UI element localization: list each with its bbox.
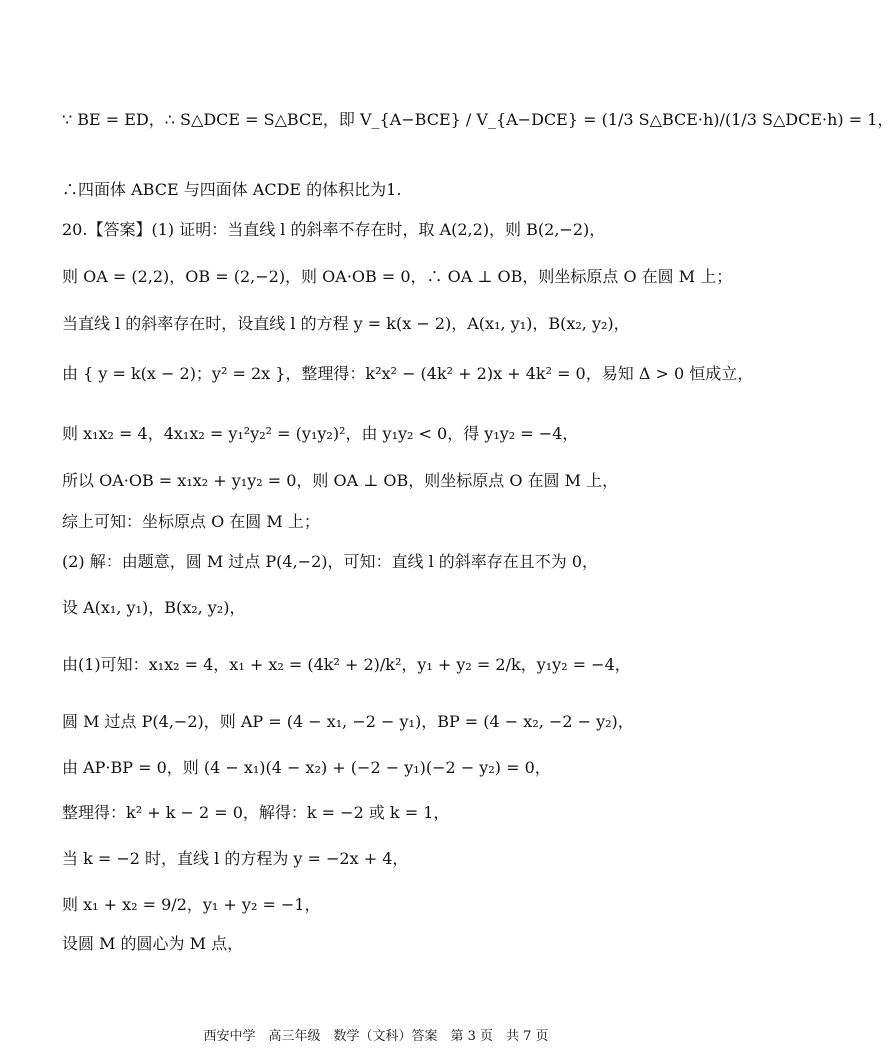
line-15-text: 整理得：k² + k − 2 = 0，解得：k = −2 或 k = 1， (62, 803, 450, 822)
line-14-text: 由 AP·BP = 0，则 (4 − x₁)(4 − x₂) + (−2 − y₁)(−2 − y₂) = 0， (62, 758, 551, 777)
line-18-text: 设圆 M 的圆心为 M 点， (62, 934, 244, 953)
line-12-text: 由(1)可知：x₁x₂ = 4，x₁ + x₂ = (4k² + 2)/k²，y₁ + y₂ = 2/k，y₁y₂ = −4， (62, 655, 631, 674)
line-10-text: (2) 解：由题意，圆 M 过点 P(4,−2)，可知：直线 l 的斜率存在且不为 0， (62, 552, 599, 571)
line-1-text: ∵ BE = ED，∴ S△DCE = S△BCE，即 V_{A−BCE} / V_{A−DCE} = (1/3 S△BCE·h)/(1/3 S△DCE·h) = 1， (62, 110, 893, 129)
line-16 (62, 851, 408, 867)
footer-text: 西安中学 高三年级 数学（文科）答案 第 3 页 共 7 页 (203, 1029, 549, 1044)
line-1 (62, 112, 893, 128)
line-17-text: 则 x₁ + x₂ = 9/2，y₁ + y₂ = −1， (62, 895, 321, 914)
line-10 (62, 554, 598, 570)
page-footer (0, 1025, 752, 1044)
line-4 (62, 269, 732, 285)
line-7-text: 则 x₁x₂ = 4，4x₁x₂ = y₁²y₂² = (y₁y₂)²，由 y₁y₂ < 0，得 y₁y₂ = −4， (62, 424, 579, 443)
line-6 (62, 366, 753, 382)
line-11-text: 设 A(x₁, y₁)，B(x₂, y₂)， (62, 598, 246, 617)
line-3 (62, 222, 605, 238)
line-16-text: 当 k = −2 时，直线 l 的方程为 y = −2x + 4， (62, 849, 409, 868)
line-13-text: 圆 M 过点 P(4,−2)，则 AP = (4 − x₁, −2 − y₁)，BP = (4 − x₂, −2 − y₂)， (62, 712, 634, 731)
line-15 (62, 805, 449, 821)
line-9-text: 综上可知：坐标原点 O 在圆 M 上； (62, 512, 320, 531)
line-8-text: 所以 OA·OB = x₁x₂ + y₁y₂ = 0，则 OA ⊥ OB，则坐标原点 O 在圆 M 上， (62, 471, 619, 490)
line-12 (62, 657, 631, 673)
line-14 (62, 760, 551, 776)
line-8 (62, 473, 618, 489)
line-5 (62, 316, 630, 332)
line-3-text: 20.【答案】(1) 证明：当直线 l 的斜率不存在时，取 A(2,2)，则 B(2,−2)， (62, 220, 606, 239)
line-5-text: 当直线 l 的斜率存在时，设直线 l 的方程 y = k(x − 2)，A(x₁, y₁)，B(x₂, y₂)， (62, 314, 630, 333)
line-4-text: 则 OA = (2,2)，OB = (2,−2)，则 OA·OB = 0，∴ OA ⊥ OB，则坐标原点 O 在圆 M 上； (62, 267, 733, 286)
line-7 (62, 426, 578, 442)
line-2 (62, 182, 401, 198)
line-9 (62, 514, 320, 530)
line-6-text: 由 { y = k(x − 2)；y² = 2x }，整理得：k²x² − (4k² + 2)x + 4k² = 0，易知 Δ > 0 恒成立， (62, 364, 754, 383)
line-2-text: ∴四面体 ABCE 与四面体 ACDE 的体积比为1. (62, 180, 402, 199)
line-11 (62, 600, 246, 616)
line-17 (62, 897, 321, 913)
line-18 (62, 936, 243, 952)
line-13 (62, 714, 634, 730)
